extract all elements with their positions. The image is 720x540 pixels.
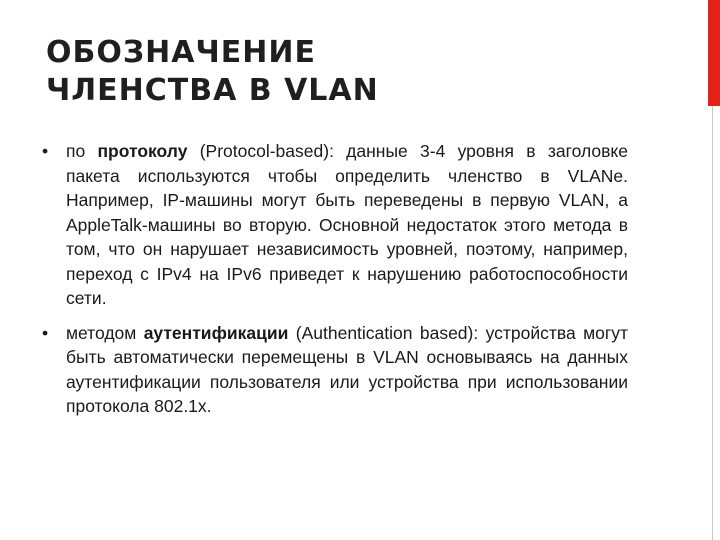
accent-rule — [712, 106, 713, 540]
bullet-authentication — [40, 321, 628, 419]
title-line-2: ЧЛЕНСТВА В VLAN — [46, 73, 379, 108]
bullet-lead: по — [66, 141, 86, 161]
bullet-keyword: протоколу — [97, 141, 188, 161]
bullet-lead: методом — [66, 322, 137, 343]
bullet-marker: • — [42, 141, 49, 161]
bullet-text: (Authentication based): устройства могут быть автоматически перемещены в VLAN основываясь на данных аутентификации пользователя или устройства при использовании протокола 802.1x. — [66, 322, 628, 416]
title-line-1: ОБОЗНАЧЕНИЕ — [46, 35, 316, 70]
slide-title — [46, 34, 379, 110]
bullet-list — [40, 139, 628, 419]
bullet-text: (Protocol-based): данные 3-4 уровня в заголовке пакета используются чтобы определить членство в VLANe. Например, IP-машины могут быть переведены в первую VLAN, а AppleTalk-машины во вторую. Основной недостаток этого метода в том, что он нарушает независимость уровней, поэтому, например, переход с IPv4 на IPv6 приведет к нарушению работоспособности сети. — [66, 141, 628, 308]
accent-bar — [708, 0, 720, 106]
bullet-marker: • — [42, 322, 49, 343]
bullet-protocol — [40, 139, 628, 311]
bullet-keyword: аутентификации — [143, 322, 289, 343]
